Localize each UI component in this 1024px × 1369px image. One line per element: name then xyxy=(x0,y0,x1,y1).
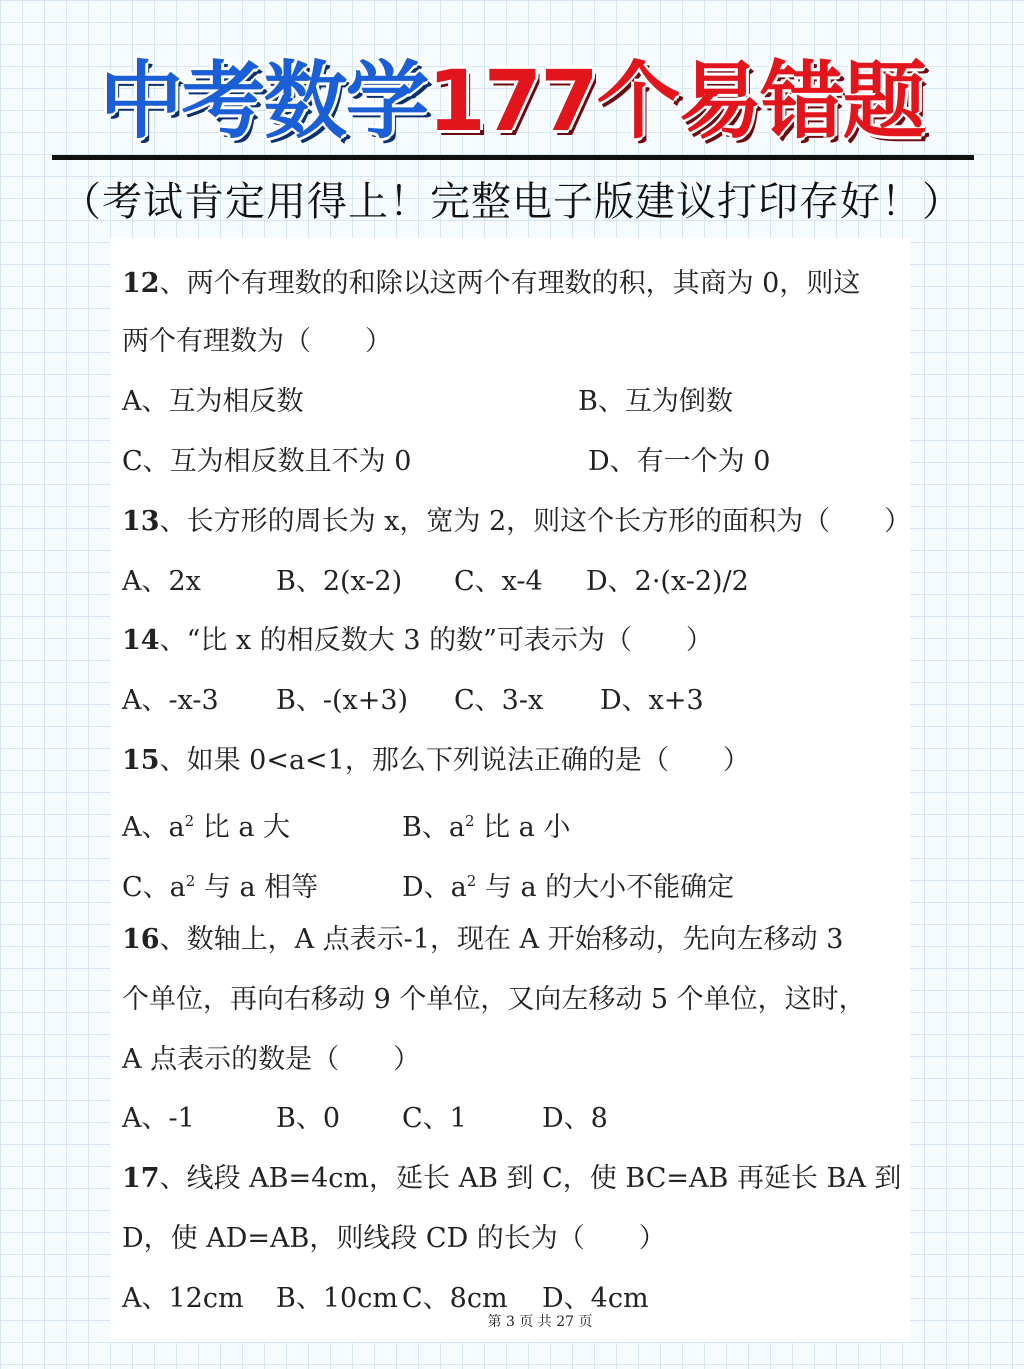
question-17-line-2: D，使 AD=AB，则线段 CD 的长为（ ） xyxy=(122,1223,666,1254)
option-c xyxy=(122,859,318,910)
option-c: C、x-4 xyxy=(454,566,543,597)
option-c: C、3-x xyxy=(454,685,544,716)
option-b-rest: 比 a 小 xyxy=(474,812,571,843)
question-text: 、两个有理数的和除以这两个有理数的积，其商为 0，则这 xyxy=(159,268,861,299)
option-c: C、互为相反数且不为 0 xyxy=(122,446,412,477)
question-16-line-1 xyxy=(122,918,843,962)
question-text: 、“比 x 的相反数大 3 的数”可表示为（ ） xyxy=(159,625,713,656)
option-c-exponent: 2 xyxy=(185,872,196,890)
option-d: D、有一个为 0 xyxy=(588,446,771,477)
question-text: 、长方形的周长为 x，宽为 2，则这个长方形的面积为（ ） xyxy=(159,506,912,537)
title-blue-part: 中考数学 xyxy=(99,52,428,150)
option-c: C、1 xyxy=(402,1103,467,1134)
title-red-part: 177个易错题 xyxy=(427,52,925,150)
question-number: 16 xyxy=(122,924,160,955)
page-footer: 第 3 页 共 27 页 xyxy=(487,1314,593,1330)
question-16-line-3: A 点表示的数是（ ） xyxy=(122,1044,421,1075)
option-d-rest: 与 a 的大小不能确定 xyxy=(476,872,735,903)
question-number: 17 xyxy=(122,1163,160,1194)
option-d: D、x+3 xyxy=(600,685,704,716)
option-b xyxy=(402,799,570,850)
option-a: A、2x xyxy=(122,566,201,597)
option-a-prefix: A、a xyxy=(122,812,185,843)
question-text: 、线段 AB=4cm，延长 AB 到 C，使 BC=AB 再延长 BA 到 xyxy=(159,1163,902,1194)
option-a-rest: 比 a 大 xyxy=(194,812,291,843)
question-text: 、数轴上，A 点表示-1，现在 A 开始移动，先向左移动 3 xyxy=(159,924,844,955)
option-b-prefix: B、a xyxy=(402,812,465,843)
option-d: D、4cm xyxy=(542,1283,649,1314)
option-b-exponent: 2 xyxy=(464,812,475,830)
option-a: A、互为相反数 xyxy=(122,386,304,417)
option-a: A、-1 xyxy=(122,1103,195,1134)
question-16-line-2: 个单位，再向右移动 9 个单位，又向左移动 5 个单位，这时， xyxy=(122,984,866,1015)
question-15-line-1 xyxy=(122,739,750,783)
question-number: 13 xyxy=(122,506,160,537)
option-b: B、0 xyxy=(276,1103,341,1134)
option-b: B、互为倒数 xyxy=(578,386,733,417)
option-d: D、8 xyxy=(542,1103,608,1134)
question-12-line-1 xyxy=(122,262,860,306)
question-17-line-1 xyxy=(122,1157,901,1201)
title-divider xyxy=(52,155,974,160)
option-a-exponent: 2 xyxy=(184,812,195,830)
subtitle: （考试肯定用得上！完整电子版建议打印存好！） xyxy=(61,179,963,225)
question-number: 15 xyxy=(122,745,160,776)
option-c: C、8cm xyxy=(402,1283,508,1314)
option-a: A、12cm xyxy=(122,1283,244,1314)
option-c-rest: 与 a 相等 xyxy=(195,872,319,903)
option-a: A、-x-3 xyxy=(122,685,219,716)
option-d-exponent: 2 xyxy=(466,872,477,890)
question-number: 14 xyxy=(122,625,160,656)
question-number: 12 xyxy=(122,268,160,299)
option-b: B、-(x+3) xyxy=(276,685,409,716)
option-d xyxy=(402,859,734,910)
option-d: D、2·(x-2)/2 xyxy=(586,566,749,597)
question-13-line-1 xyxy=(122,500,911,544)
option-b: B、2(x-2) xyxy=(276,566,403,597)
option-b: B、10cm xyxy=(276,1283,398,1314)
question-12-line-2: 两个有理数为（ ） xyxy=(122,326,392,357)
option-a xyxy=(122,799,290,850)
option-c-prefix: C、a xyxy=(122,872,186,903)
option-d-prefix: D、a xyxy=(402,872,467,903)
question-text: 、如果 0<a<1，那么下列说法正确的是（ ） xyxy=(159,745,750,776)
question-14-line-1 xyxy=(122,619,713,663)
page-title xyxy=(0,46,1024,156)
